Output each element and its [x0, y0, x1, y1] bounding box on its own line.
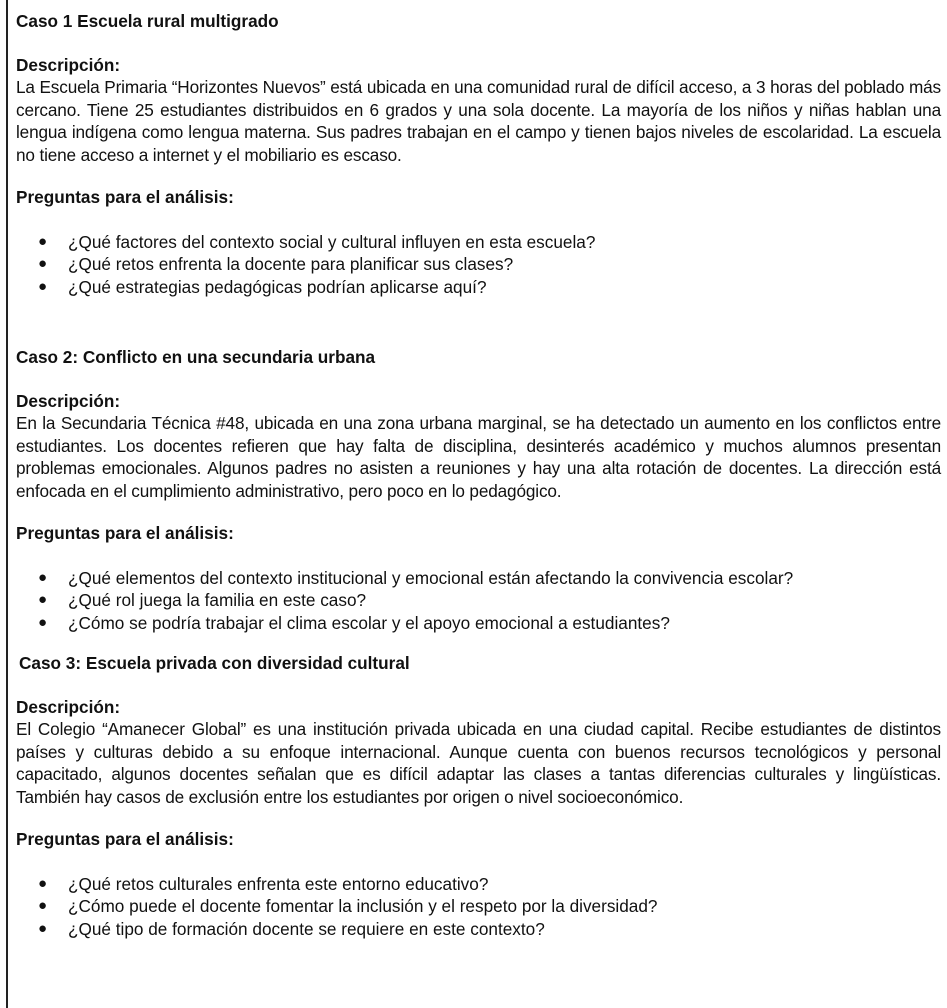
bullet-icon: ●: [38, 897, 48, 914]
case-3-description: El Colegio “Amanecer Global” es una institución privada ubicada en una ciudad capital. Recibe estudiantes de distintos países y culturas debido a su enfoque internacional. Aunque cuenta con buenos recursos tecnológicos y personal capacitado, algunos docentes señalan que es difícil adaptar las clases a tantas diferencias culturales y lingüísticas. También hay casos de exclusión entre los estudiantes por origen o nivel socioeconómico.: [16, 719, 941, 807]
bullet-icon: ●: [38, 919, 48, 937]
bullet-icon: ●: [38, 255, 48, 272]
list-item: ● ¿Cómo puede el docente fomentar la inclusión y el respeto por la diversidad?: [38, 896, 658, 916]
bullet-icon: ●: [38, 591, 48, 608]
case-1-description-label: Descripción:: [16, 54, 121, 75]
list-item: ● ¿Qué retos culturales enfrenta este entorno educativo?: [38, 873, 489, 894]
case-3-title: Caso 3: Escuela privada con diversidad cultural: [19, 653, 410, 673]
case-2-description-label: Descripción:: [16, 390, 121, 411]
bullet-icon: ●: [38, 613, 48, 631]
list-item: ● ¿Qué elementos del contexto institucional y emocional están afectando la convivencia escolar?: [38, 567, 794, 588]
case-1-title: Caso 1 Escuela rural multigrado: [16, 11, 279, 31]
bullet-icon: ●: [38, 232, 48, 250]
case-1: [16, 10, 941, 298]
list-item: ● ¿Qué tipo de formación docente se requiere en este contexto?: [38, 918, 545, 939]
case-3-questions-label: Preguntas para el análisis:: [16, 829, 234, 849]
case-3-questions-list: [16, 873, 941, 941]
case-3: [16, 652, 941, 940]
case-1-questions-label: Preguntas para el análisis:: [16, 187, 234, 207]
case-1-description: La Escuela Primaria “Horizontes Nuevos” está ubicada en una comunidad rural de difícil acceso, a 3 horas del poblado más cercano. Tiene 25 estudiantes distribuidos en 6 grados y una sola docente. La mayoría de los niños y niñas hablan una lengua indígena como lengua materna. Sus padres trabajan en el campo y tienen bajos niveles de escolaridad. La escuela no tiene acceso a internet y el mobiliario es escaso.: [16, 77, 941, 165]
document-body: [16, 10, 941, 940]
case-2-questions-label: Preguntas para el análisis:: [16, 523, 234, 543]
bullet-icon: ●: [38, 277, 48, 295]
list-item: ● ¿Qué factores del contexto social y cultural influyen en esta escuela?: [38, 231, 596, 252]
list-item: ● ¿Qué estrategias pedagógicas podrían aplicarse aquí?: [38, 276, 487, 297]
case-2: [16, 346, 941, 634]
case-1-questions-list: [16, 231, 941, 299]
case-2-title: Caso 2: Conflicto en una secundaria urbana: [16, 347, 376, 367]
case-3-description-label: Descripción:: [16, 696, 121, 717]
list-item: ● ¿Qué retos enfrenta la docente para planificar sus clases?: [38, 254, 514, 274]
list-item: ● ¿Qué rol juega la familia en este caso?: [38, 590, 367, 610]
list-item: ● ¿Cómo se podría trabajar el clima escolar y el apoyo emocional a estudiantes?: [38, 612, 670, 633]
case-2-description: En la Secundaria Técnica #48, ubicada en una zona urbana marginal, se ha detectado un aumento en los conflictos entre estudiantes. Los docentes refieren que hay falta de disciplina, desinterés académico y muchos alumnos presentan problemas emocionales. Algunos padres no asisten a reuniones y hay una alta rotación de docentes. La dirección está enfocada en el cumplimiento administrativo, pero poco en lo pedagógico.: [16, 413, 941, 501]
bullet-icon: ●: [38, 874, 48, 892]
case-2-questions-list: [16, 567, 941, 635]
bullet-icon: ●: [38, 568, 48, 586]
